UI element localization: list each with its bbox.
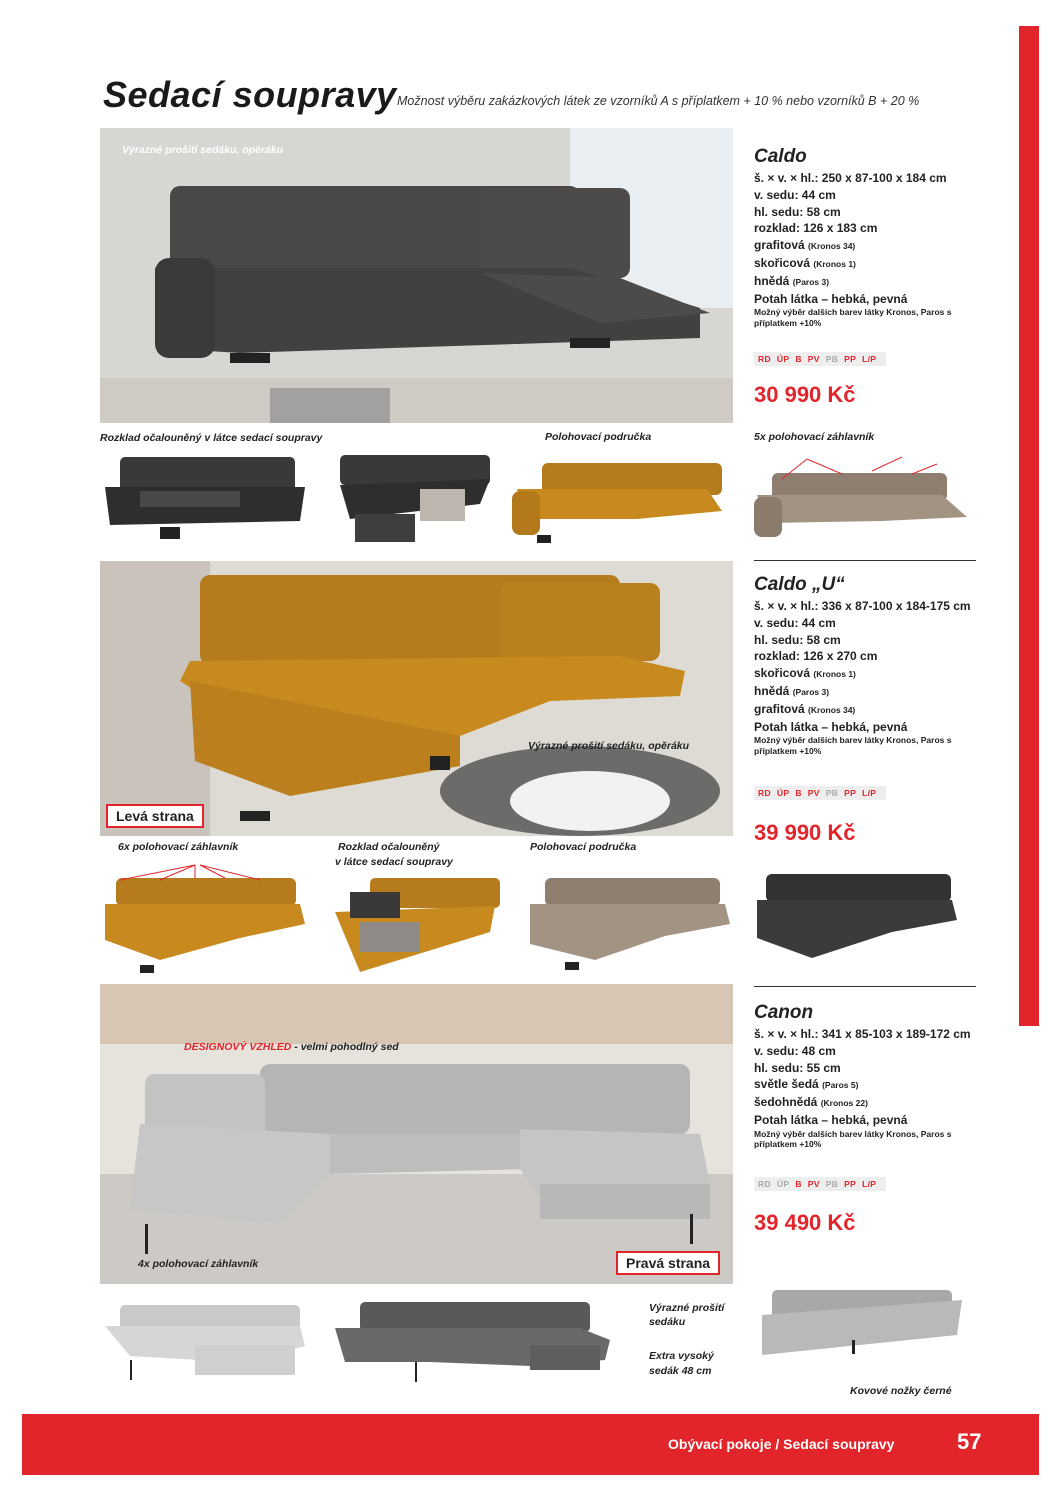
canon-name: Canon <box>754 1002 814 1023</box>
side-accent-bar <box>1019 26 1039 1026</box>
page-number: 57 <box>957 1429 982 1454</box>
caldo-bed-callout: Rozklad očalouněný v látce sedací soupravy <box>100 432 323 444</box>
caldo-u-headrest-callout: 6x polohovací záhlavník <box>118 841 239 853</box>
canon-stitch-callout-1: Výrazné prošití <box>649 1302 725 1314</box>
caldo-u-graphite-photo <box>752 860 974 975</box>
caldo-u-armrest-callout: Polohovací područka <box>530 841 637 853</box>
canon-headrest-callout: 4x polohovací záhlavník <box>138 1258 259 1270</box>
page-subtitle: Možnost výběru zakázkových látek ze vzorníků A s příplatkem + 10 % nebo vzorníků B + 20 % <box>397 94 920 108</box>
caldo-bed-photo-2 <box>330 449 500 549</box>
caldo-color-3: hnědá (Paros 3) <box>754 273 830 288</box>
caldo-codes: RD ÚP B PV PB PP L/P <box>754 352 886 366</box>
canon-color-2: šedohnědá (Kronos 22) <box>754 1095 868 1110</box>
divider <box>754 986 976 987</box>
caldo-u-color-1: skořicová (Kronos 1) <box>754 666 856 681</box>
caldo-fabric: Potah látka – hebká, pevná <box>754 291 908 306</box>
canon-color-1: světle šedá (Paros 5) <box>754 1077 859 1092</box>
caldo-u-fabric: Potah látka – hebká, pevná <box>754 719 908 734</box>
canon-main-photo <box>100 984 733 1284</box>
canon-headrest-photo <box>100 1290 312 1395</box>
caldo-u-color-3: grafitová (Kronos 34) <box>754 701 856 716</box>
caldo-stitch-callout: Výrazné prošití sedáku, opěráku <box>122 144 284 156</box>
caldo-u-dims: š. × v. × hl.: 336 x 87-100 x 184-175 cm <box>754 599 971 613</box>
caldo-color-2: skořicová (Kronos 1) <box>754 255 856 270</box>
canon-seat-callout-1: Extra vysoký <box>649 1350 714 1362</box>
canon-price: 39 490 Kč <box>754 1210 856 1235</box>
caldo-u-name: Caldo „U“ <box>754 574 845 595</box>
caldo-u-main-photo <box>100 561 733 836</box>
caldo-u-headrest-photo <box>100 860 312 975</box>
canon-design-callout: DESIGNOVÝ VZHLED - velmi pohodlný sed <box>184 1041 399 1053</box>
caldo-headrest-callout: 5x polohovací záhlavník <box>754 431 875 443</box>
canon-stitch-callout-2: sedáku <box>649 1316 686 1328</box>
divider <box>754 560 976 561</box>
canon-codes: RD ÚP B PV PB PP L/P <box>754 1177 886 1191</box>
canon-side-label: Pravá strana <box>616 1251 720 1275</box>
canon-seat-height: v. sedu: 48 cm <box>754 1043 836 1058</box>
caldo-seat-depth: hl. sedu: 58 cm <box>754 204 841 219</box>
canon-fabric-note: Možný výběr dalších barev látky Kronos, Paros s příplatkem +10% <box>754 1128 952 1150</box>
caldo-u-armrest-photo <box>525 860 733 975</box>
canon-back-photo <box>752 1280 974 1380</box>
caldo-u-codes: RD ÚP B PV PB PP L/P <box>754 786 886 800</box>
caldo-u-seat-depth: hl. sedu: 58 cm <box>754 632 841 647</box>
caldo-name: Caldo <box>754 146 807 167</box>
caldo-u-info <box>754 574 971 756</box>
canon-dims: š. × v. × hl.: 341 x 85-103 x 189-172 cm <box>754 1027 971 1041</box>
caldo-dims: š. × v. × hl.: 250 x 87-100 x 184 cm <box>754 171 947 185</box>
caldo-headrest-photo <box>752 449 974 549</box>
caldo-fabric-note: Možný výběr dalších barev látky Kronos, Paros s příplatkem +10% <box>754 307 952 328</box>
caldo-u-bed: rozklad: 126 x 270 cm <box>754 649 878 664</box>
canon-seat-depth: hl. sedu: 55 cm <box>754 1060 841 1075</box>
caldo-u-seat-height: v. sedu: 44 cm <box>754 615 836 630</box>
page-title: Sedací soupravy <box>103 74 397 115</box>
caldo-u-color-2: hnědá (Paros 3) <box>754 683 830 698</box>
caldo-u-bed-callout-1: Rozklad očalouněný <box>338 841 440 853</box>
caldo-bed-photo-1 <box>100 449 312 549</box>
caldo-bed: rozklad: 126 x 183 cm <box>754 221 878 236</box>
caldo-armrest-callout: Polohovací područka <box>545 431 652 443</box>
caldo-u-side-label: Levá strana <box>106 804 204 828</box>
caldo-color-1: grafitová (Kronos 34) <box>754 238 856 253</box>
caldo-armrest-photo <box>507 449 732 549</box>
caldo-u-stitch-callout: Výrazné prošití sedáku, opěráku <box>528 740 690 752</box>
caldo-price: 30 990 Kč <box>754 382 856 407</box>
canon-info <box>754 1002 971 1150</box>
canon-legs-callout: Kovové nožky černé <box>850 1385 952 1397</box>
canon-fabric: Potah látka – hebká, pevná <box>754 1112 908 1127</box>
footer-section: Obývací pokoje / Sedací soupravy <box>668 1436 895 1452</box>
caldo-seat-height: v. sedu: 44 cm <box>754 187 836 202</box>
caldo-u-price: 39 990 Kč <box>754 820 856 845</box>
canon-dark-photo <box>330 1290 615 1395</box>
caldo-u-fabric-note: Možný výběr dalších barev látky Kronos, Paros s příplatkem +10% <box>754 735 952 756</box>
caldo-u-bed-photo <box>330 872 505 977</box>
caldo-u-bed-callout-2: v látce sedací soupravy <box>335 856 453 868</box>
caldo-main-photo <box>100 128 733 423</box>
canon-seat-callout-2: sedák 48 cm <box>649 1365 712 1377</box>
caldo-info <box>754 146 954 328</box>
